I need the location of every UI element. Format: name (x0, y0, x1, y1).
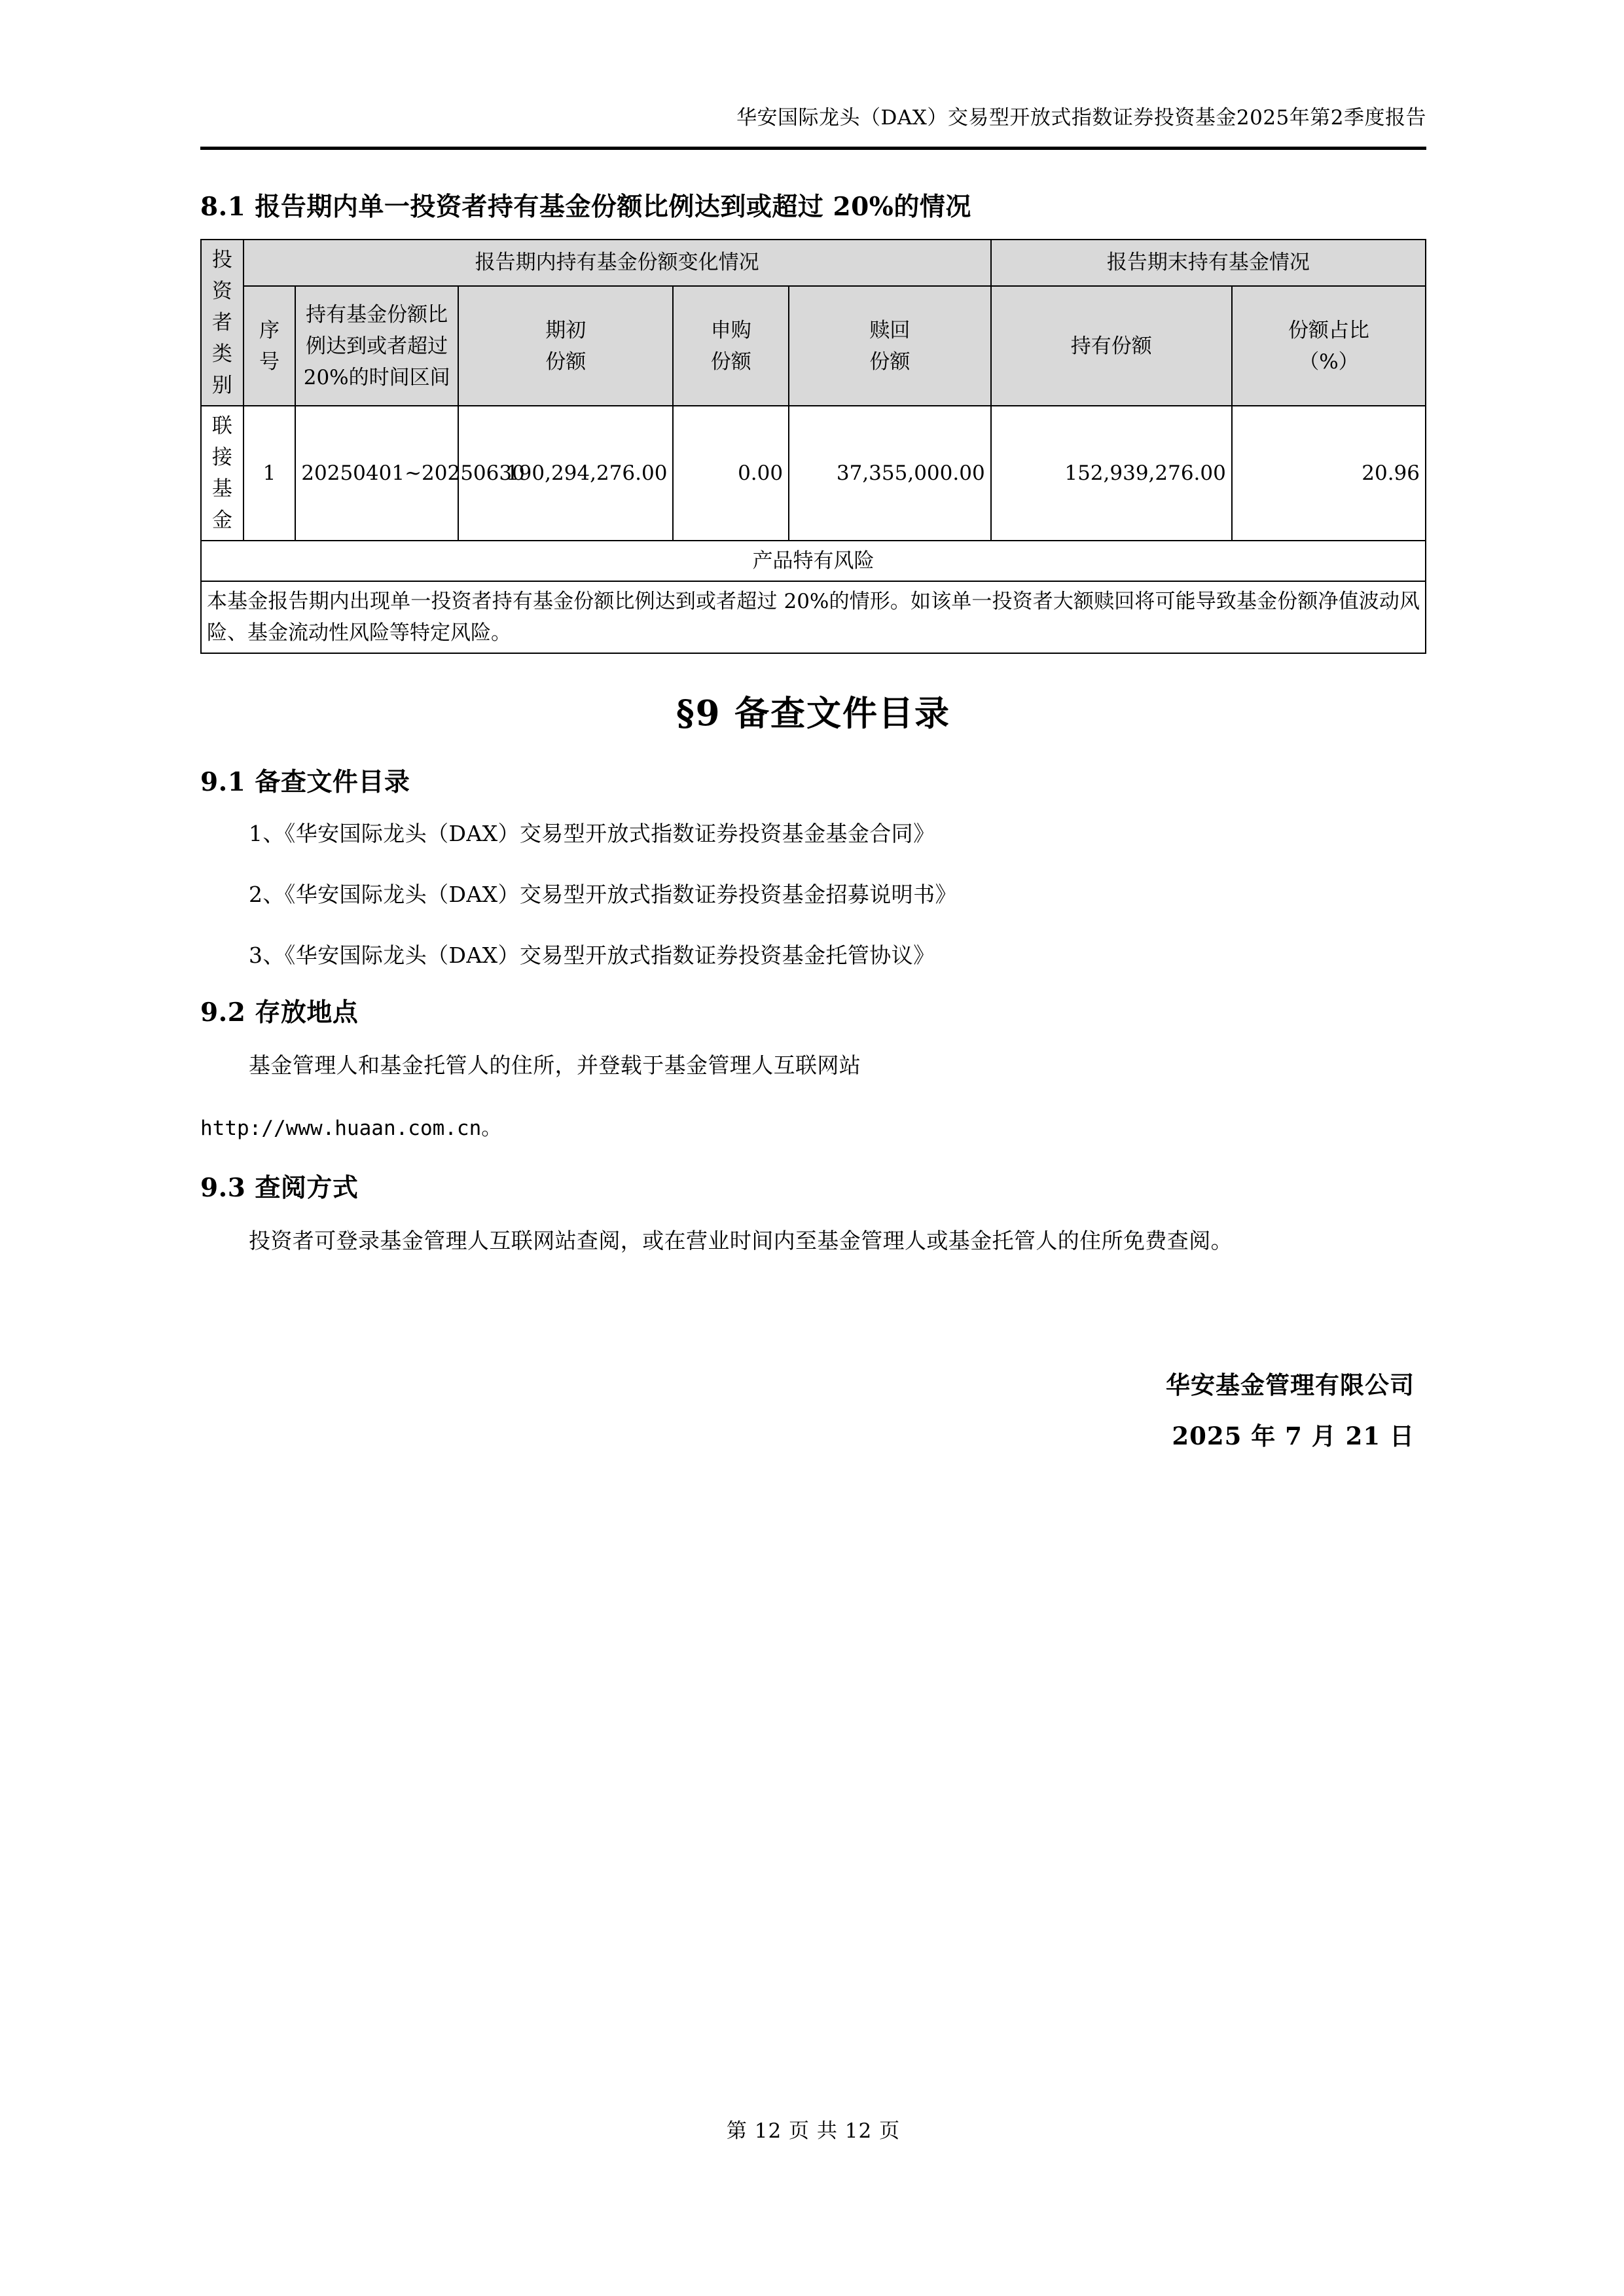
header-share-ratio: 份额占比 （%） (1232, 286, 1426, 406)
risk-body: 本基金报告期内出现单一投资者持有基金份额比例达到或者超过 20%的情形。如该单一投资者大额赎回将可能导致基金份额净值波动风险、基金流动性风险等特定风险。 (201, 581, 1426, 653)
chapter-heading-9: §9 备查文件目录 (676, 693, 951, 734)
page-content (200, 190, 1426, 1462)
section-heading-9-1: 9.1 备查文件目录 (200, 766, 410, 797)
cell-share-ratio: 20.96 (1232, 406, 1426, 541)
cell-held-shares: 152,939,276.00 (991, 406, 1232, 541)
cell-begin-shares: 190,294,276.00 (458, 406, 673, 541)
cell-subscribe-shares: 0.00 (673, 406, 789, 541)
risk-body-row (201, 581, 1426, 653)
risk-title-row (201, 541, 1426, 581)
risk-title: 产品特有风险 (201, 541, 1426, 581)
page-footer: 第 12 页 共 12 页 (726, 2119, 901, 2143)
storage-location-paragraph: 基金管理人和基金托管人的住所，并登载于基金管理人互联网站 (249, 1052, 861, 1079)
header-divider (200, 147, 1426, 150)
cell-investor-type: 联 接 基 金 (201, 406, 244, 541)
table-row (201, 406, 1426, 541)
major-holders-table (200, 239, 1426, 655)
list-item: 1、《华安国际龙头（DAX）交易型开放式指数证券投资基金基金合同》 (249, 821, 935, 847)
header-group-end-of-period: 报告期末持有基金情况 (991, 240, 1426, 287)
cell-period-range: 20250401~20250630 (295, 406, 458, 541)
header-subscribe-shares: 申购 份额 (673, 286, 789, 406)
cell-index: 1 (244, 406, 296, 541)
section-heading-9-3: 9.3 查阅方式 (200, 1172, 359, 1203)
cell-redeem-shares: 37,355,000.00 (789, 406, 991, 541)
section-heading-9-2: 9.2 存放地点 (200, 997, 359, 1028)
header-investor-type: 投 资 者 类 别 (201, 240, 244, 406)
header-period-range: 持有基金份额比例达到或者超过 20%的时间区间 (295, 286, 458, 406)
header-redeem-shares: 赎回 份额 (789, 286, 991, 406)
signature-date: 2025 年 7 月 21 日 (1172, 1421, 1415, 1450)
table-column-header-row (201, 286, 1426, 406)
header-index: 序号 (244, 286, 296, 406)
reference-documents-list (200, 814, 1426, 976)
list-item: 2、《华安国际龙头（DAX）交易型开放式指数证券投资基金招募说明书》 (249, 882, 957, 908)
signature-block (200, 1360, 1426, 1462)
header-begin-shares: 期初 份额 (458, 286, 673, 406)
list-item: 3、《华安国际龙头（DAX）交易型开放式指数证券投资基金托管协议》 (249, 942, 935, 968)
table-group-header-row (201, 240, 1426, 287)
manager-website-url: http://www.huaan.com.cn。 (200, 1117, 502, 1141)
header-held-shares: 持有份额 (991, 286, 1232, 406)
signature-company: 华安基金管理有限公司 (1166, 1370, 1415, 1399)
section-heading-8-1: 8.1 报告期内单一投资者持有基金份额比例达到或超过 20%的情况 (200, 192, 971, 222)
header-group-during-period: 报告期内持有基金份额变化情况 (244, 240, 991, 287)
running-header: 华安国际龙头（DAX）交易型开放式指数证券投资基金2025年第2季度报告 (736, 106, 1426, 130)
inspection-method-paragraph: 投资者可登录基金管理人互联网站查阅，或在营业时间内至基金管理人或基金托管人的住所免费查阅。 (249, 1227, 1233, 1253)
